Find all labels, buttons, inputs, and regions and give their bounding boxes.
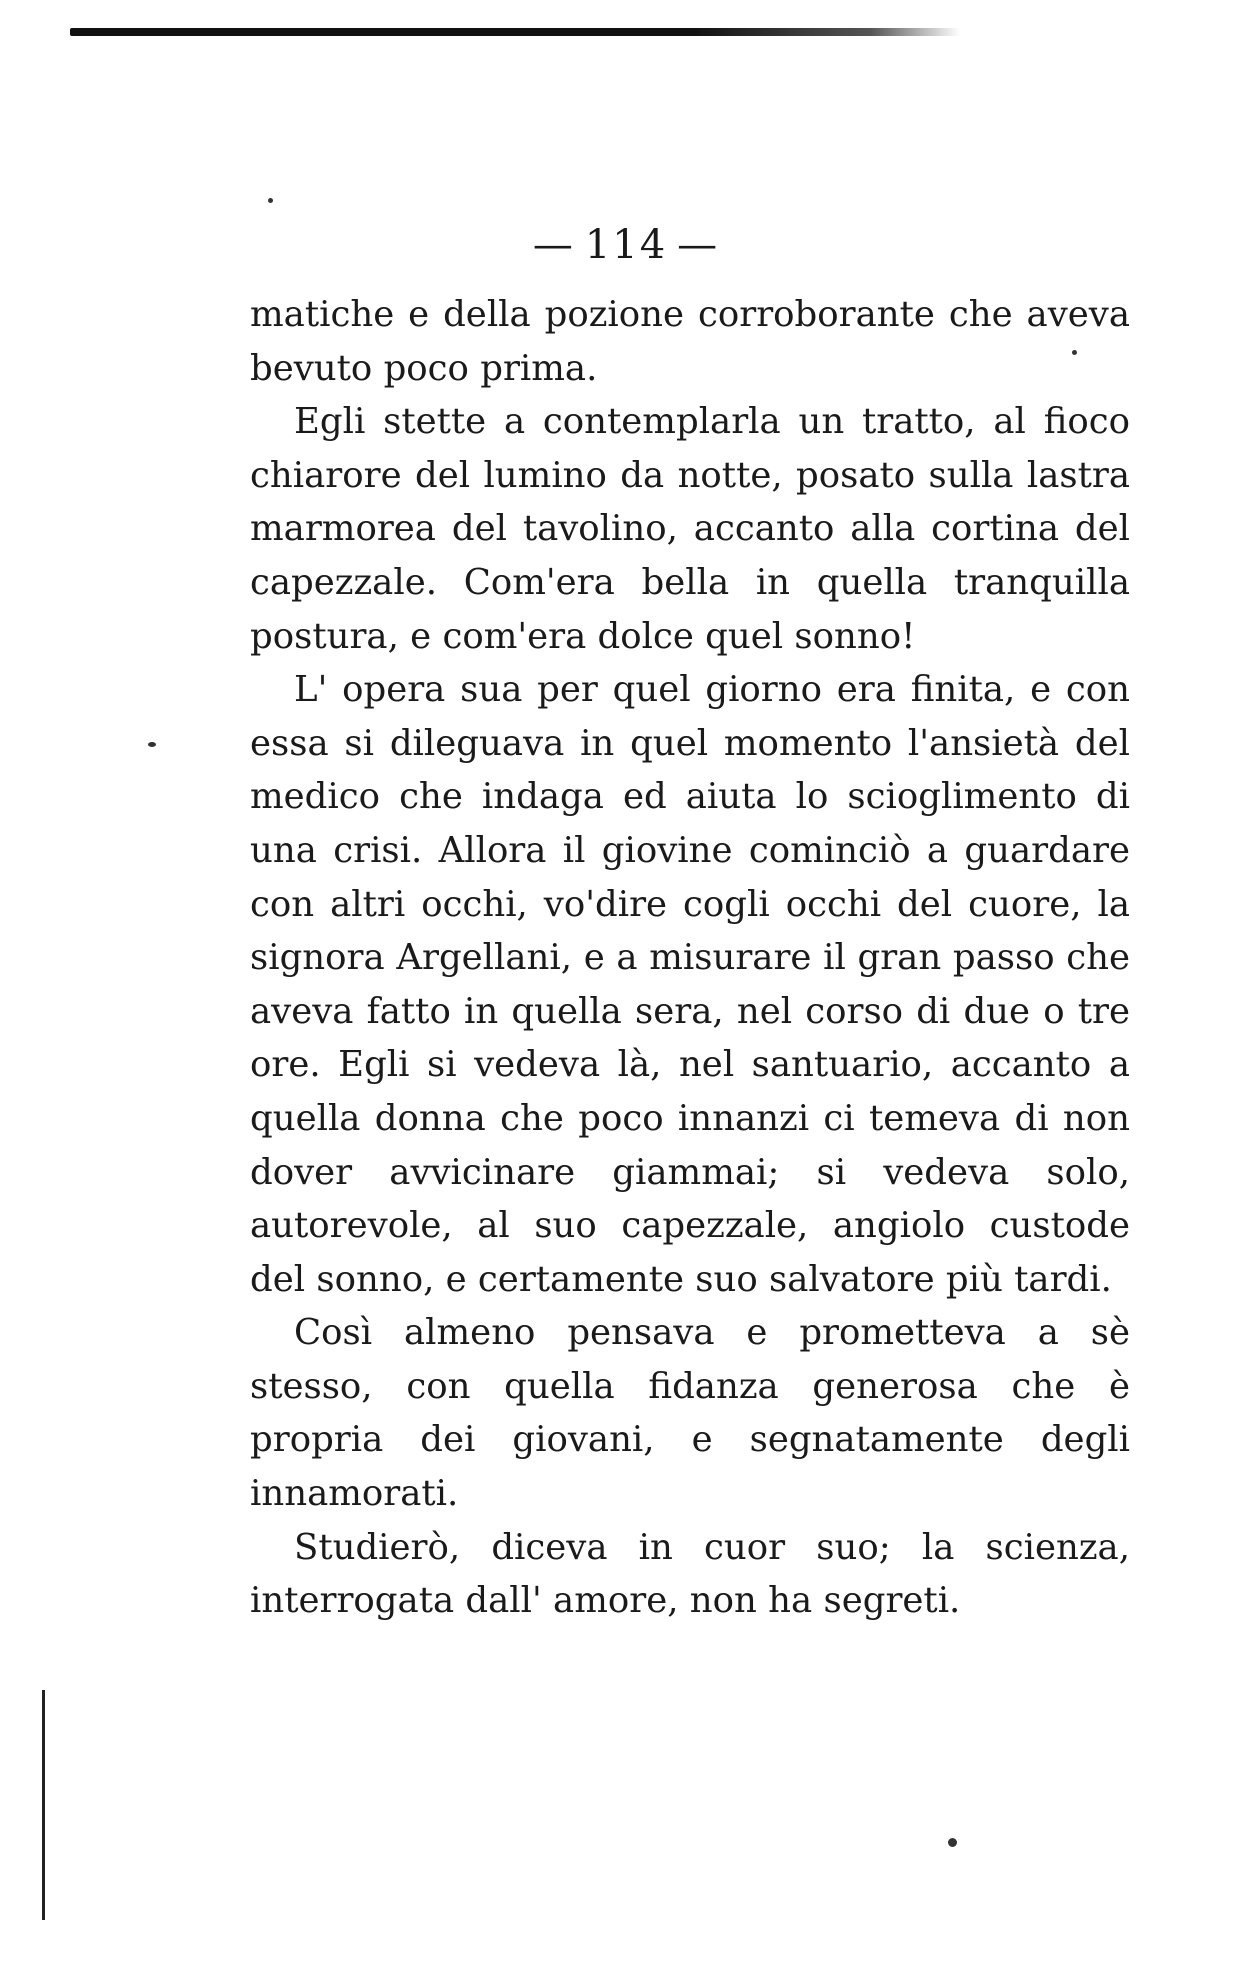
scan-speck bbox=[948, 1838, 957, 1847]
paragraph: L' opera sua per quel giorno era finita, e con essa si dileguava in quel momento l'ansietà del medico che indaga ed aiuta lo scioglimento di una crisi. Allora il giovine cominciò a guardare con altri occhi, vo'dire cogli occhi del cuore, la signora Argellani, e a misurare il gran passo che aveva fatto in quella sera, nel corso di due o tre ore. Egli si vedeva là, nel santuario, accanto a quella donna che poco innanzi ci temeva di non dover avvicinare giammai; si vedeva solo, autorevole, al suo capezzale, angiolo custode del sonno, e certamente suo salvatore più tardi. bbox=[250, 669, 1130, 1300]
page-number-dash-left: — bbox=[532, 222, 575, 268]
scan-speck bbox=[1072, 350, 1077, 355]
top-rule bbox=[70, 28, 960, 36]
page-body bbox=[250, 288, 1130, 1628]
page-number-dash-right: — bbox=[677, 222, 720, 268]
scan-margin-artifact bbox=[42, 1690, 45, 1920]
scan-speck bbox=[268, 198, 273, 203]
page-number bbox=[0, 222, 1252, 268]
page-number-value: 114 bbox=[584, 222, 668, 268]
paragraph: Studierò, diceva in cuor suo; la scienza, interrogata dall' amore, non ha segreti. bbox=[250, 1526, 1130, 1622]
paragraph: Egli stette a contemplarla un tratto, al fioco chiarore del lumino da notte, posato sulla lastra marmorea del tavolino, accanto alla cortina del capezzale. Com'era bella in quella tranquilla postura, e com'era dolce quel sonno! bbox=[250, 401, 1130, 657]
paragraph: Così almeno pensava e prometteva a sè stesso, con quella fidanza generosa che è propria dei giovani, e segnatamente degli innamorati. bbox=[250, 1312, 1130, 1515]
scan-speck bbox=[148, 742, 156, 747]
paragraph: matiche e della pozione corroborante che aveva bevuto poco prima. bbox=[250, 294, 1130, 389]
